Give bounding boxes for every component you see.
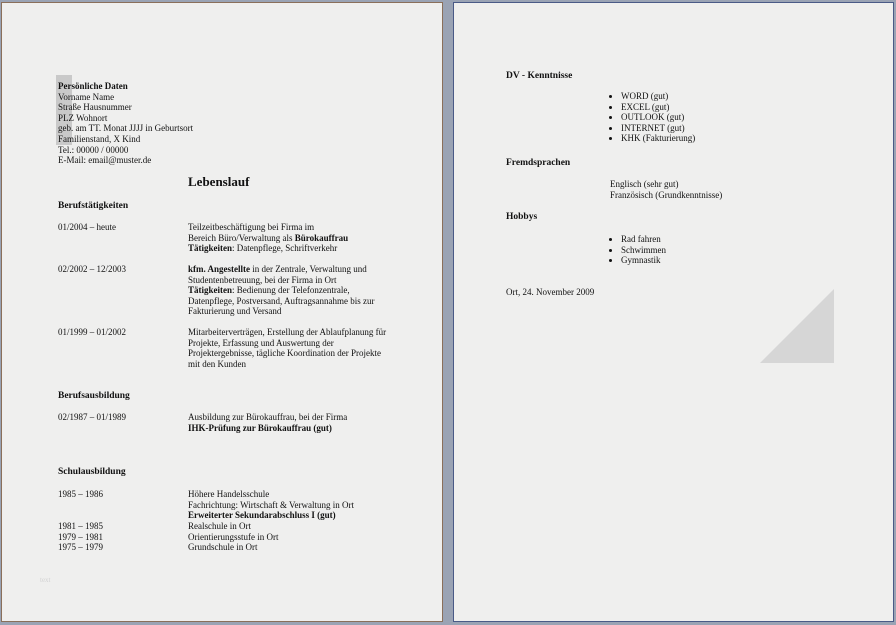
training-line: Ausbildung zur Bürokauffrau, bei der Firma: [188, 412, 348, 422]
page-curl-decoration: [760, 289, 834, 363]
list-item: EXCEL (gut): [609, 102, 695, 113]
hobbies-list: [609, 234, 666, 266]
work-desc-1: [188, 222, 348, 254]
section-heading-work: Berufstätigkeiten: [58, 201, 129, 211]
school-desc-3: Orientierungsstufe in Ort: [188, 531, 279, 542]
work-1-tasks-label: Tätigkeiten: [188, 243, 232, 254]
language-item: Französisch (Grundkenntnisse): [610, 189, 723, 200]
school-desc-1: [188, 489, 354, 521]
place-date: Ort, 24. November 2009: [506, 287, 595, 297]
section-heading-it: DV - Kenntnisse: [506, 71, 573, 81]
work-1-tasks: : Datenpflege, Schriftverkehr: [232, 243, 338, 254]
work-date-2: 02/2002 – 12/2003: [58, 264, 127, 274]
school-desc-4: Grundschule in Ort: [188, 542, 258, 553]
work-desc-2: [188, 264, 374, 317]
work-2-line: [188, 264, 374, 275]
personal-data-block: [58, 81, 193, 166]
work-2-line: Studentenbetreuung, bei der Firma in Ort: [188, 274, 337, 285]
cv-page-2: [453, 2, 894, 622]
work-2-tasks-label: Tätigkeiten: [188, 285, 232, 296]
list-item: OUTLOOK (gut): [609, 112, 695, 123]
work-3-line: Projekte, Erfassung und Auswertung der: [188, 337, 334, 348]
work-3-line: Mitarbeiterverträgen, Erstellung der Ablaufplanung für: [188, 327, 387, 337]
languages-block: [610, 179, 722, 200]
school-date-3: 1979 – 1981: [58, 531, 103, 542]
work-2-text: in der Zentrale, Verwaltung und: [250, 264, 367, 274]
school-date-1: 1985 – 1986: [58, 489, 103, 499]
list-item: Rad fahren: [609, 234, 666, 245]
personal-phone: Tel.: 00000 / 00000: [58, 144, 129, 155]
work-3-line: Projektergebnisse, tägliche Koordination der Projekte: [188, 348, 382, 359]
training-desc: [188, 412, 347, 433]
work-1-line: [188, 233, 348, 244]
list-item: INTERNET (gut): [609, 123, 695, 134]
work-1-text: Bereich Büro/Verwaltung als: [188, 232, 295, 243]
training-exam: IHK-Prüfung zur Bürokauffrau (gut): [188, 422, 332, 433]
language-item: Englisch (sehr gut): [610, 179, 679, 189]
work-desc-3: [188, 327, 386, 369]
work-date-3: 01/1999 – 01/2002: [58, 327, 127, 337]
cv-title: Lebenslauf: [188, 174, 250, 189]
section-heading-school: Schulausbildung: [58, 467, 126, 477]
personal-birth: geb. am TT. Monat JJJJ in Geburtsort: [58, 123, 194, 134]
work-1-role: Bürokauffrau: [294, 232, 349, 243]
school-1-degree: Erweiterter Sekundarabschluss I (gut): [188, 510, 336, 521]
it-skills-list: [609, 91, 695, 144]
work-3-line: mit den Kunden: [188, 358, 246, 369]
personal-family: Familienstand, X Kind: [58, 133, 141, 144]
work-2-line: Fakturierung und Versand: [188, 306, 282, 317]
training-date: 02/1987 – 01/1989: [58, 412, 127, 422]
personal-street: Straße Hausnummer: [58, 102, 132, 113]
personal-city: PLZ Wohnort: [58, 112, 108, 123]
list-item: WORD (gut): [609, 91, 695, 102]
section-heading-training: Berufsausbildung: [58, 391, 130, 401]
section-heading-languages: Fremdsprachen: [506, 158, 571, 168]
school-date-2: 1981 – 1985: [58, 521, 103, 531]
list-item: Schwimmen: [609, 245, 666, 256]
work-1-line: [188, 243, 348, 254]
school-date-4: 1975 – 1979: [58, 542, 103, 553]
work-date-1: 01/2004 – heute: [58, 222, 116, 232]
work-1-line: Teilzeitbeschäftigung bei Firma im: [188, 222, 315, 232]
work-2-role: kfm. Angestellte: [188, 264, 250, 274]
footer-watermark: text: [40, 576, 51, 584]
work-2-line: Datenpflege, Postversand, Auftragsannahme bis zur: [188, 295, 375, 306]
school-1-line: Höhere Handelsschule: [188, 489, 270, 499]
school-desc-2: Realschule in Ort: [188, 521, 251, 531]
personal-name: Vorname Name: [58, 91, 115, 102]
list-item: KHK (Fakturierung): [609, 133, 695, 144]
school-1-line: Fachrichtung: Wirtschaft & Verwaltung in Ort: [188, 499, 355, 510]
personal-data-heading: Persönliche Daten: [58, 81, 128, 91]
work-2-tasks: : Bedienung der Telefonzentrale,: [232, 285, 350, 296]
section-heading-hobbies: Hobbys: [506, 212, 538, 222]
list-item: Gymnastik: [609, 255, 666, 266]
cv-page-1: [1, 2, 443, 622]
personal-email: E-Mail: email@muster.de: [58, 155, 152, 166]
work-2-line: [188, 285, 374, 296]
